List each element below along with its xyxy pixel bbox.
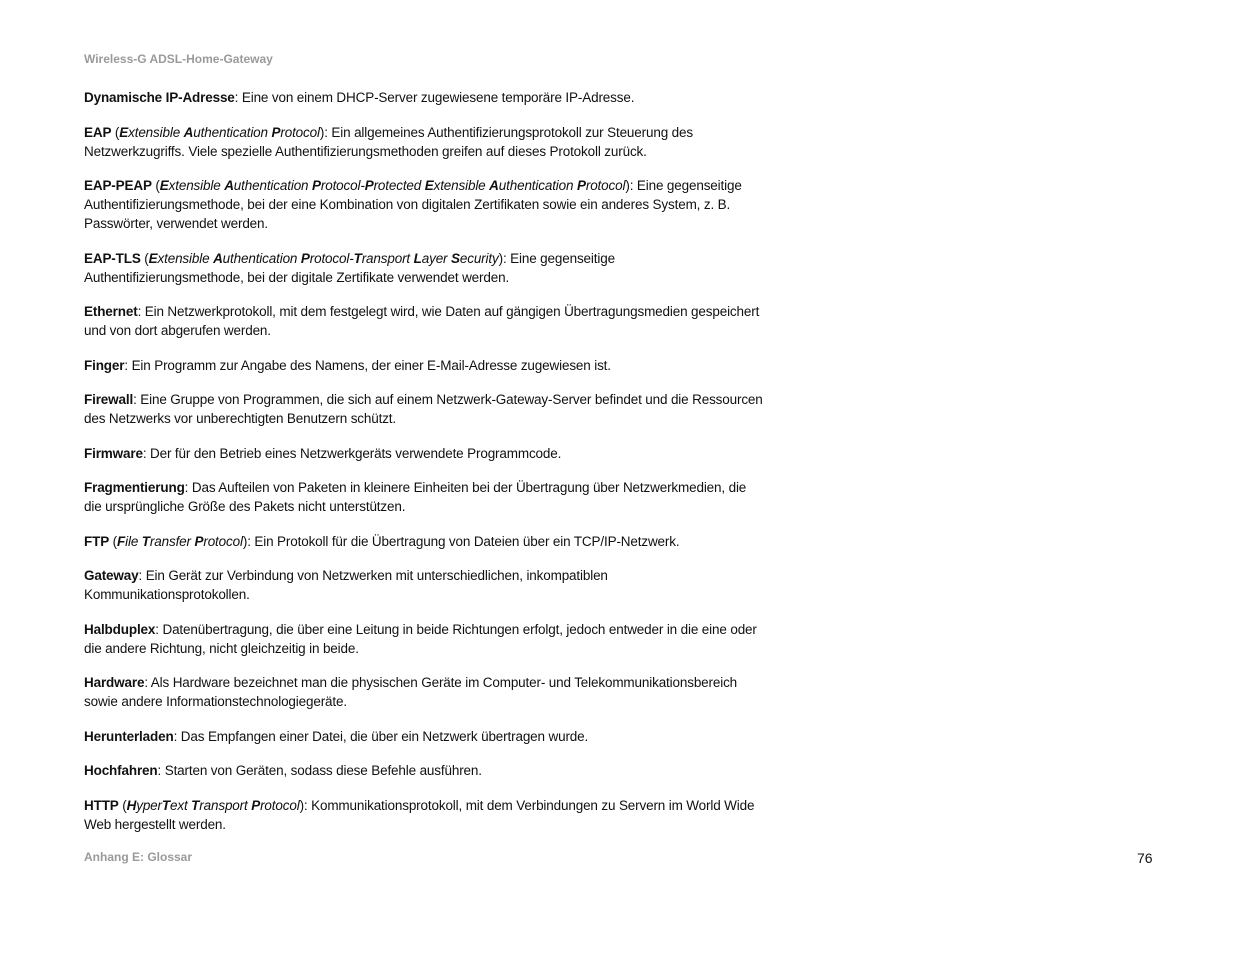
expansion-initial: E: [424, 178, 434, 193]
expansion-initial: F: [117, 533, 126, 549]
glossary-term: Dynamische IP-Adresse: [84, 90, 235, 105]
expansion-rest: uthentication: [193, 124, 272, 140]
glossary-term: EAP-PEAP: [84, 178, 152, 193]
glossary-term-expansion: [149, 251, 499, 266]
expansion-initial: L: [413, 250, 422, 266]
glossary-entry: FTP (File Transfer Protocol): Ein Protokoll für die Übertragung von Dateien über ein TCP/IP-Netzwerk.: [84, 533, 680, 549]
glossary-entry: Firmware: Der für den Betrieb eines Netzwerkgeräts verwendete Programmcode.: [84, 445, 562, 461]
expansion-rest: ile: [125, 533, 142, 549]
expansion-rest: ransport: [199, 797, 252, 813]
expansion-initial: E: [159, 178, 169, 193]
expansion-initial: P: [312, 178, 321, 193]
glossary-entry: Gateway: Ein Gerät zur Verbindung von Netzwerken mit unterschiedlichen, inkompatiblen Kommunikationsprotokollen.: [84, 568, 608, 602]
glossary-entry: Hardware: Als Hardware bezeichnet man die physischen Geräte im Computer- und Telekommunikationsbereich sowie andere Informationstechnologiegeräte.: [84, 675, 738, 709]
glossary-term: Firmware: [84, 445, 143, 461]
expansion-rest: rotocol: [203, 533, 243, 549]
glossary-definition: Eine Gruppe von Programmen, die sich auf einem Netzwerk-Gateway-Server befindet und die Ressourcen des Netzwerks vor unberechtigten Benutzern schützt.: [84, 392, 763, 426]
glossary-definition: Eine von einem DHCP-Server zugewiesene temporäre IP-Adresse.: [241, 90, 635, 105]
expansion-rest: rotected: [373, 178, 425, 193]
expansion-initial: A: [489, 178, 499, 193]
glossary-entry: Halbduplex: Datenübertragung, die über eine Leitung in beide Richtungen erfolgt, jedoch entweder in die eine oder die andere Richtung, nicht gleichzeitig in beide.: [84, 621, 757, 656]
expansion-rest: xtensible: [128, 124, 184, 140]
glossary-definition: Als Hardware bezeichnet man die physischen Geräte im Computer- und Telekommunikationsbereich sowie andere Informationstechnologiegeräte.: [84, 675, 738, 709]
expansion-initial: T: [141, 533, 150, 549]
glossary-term-expansion: [119, 125, 320, 140]
expansion-initial: P: [576, 178, 586, 193]
expansion-initial: P: [271, 124, 281, 140]
glossary-term: HTTP: [84, 797, 119, 813]
footer-section-label: Anhang E: Glossar: [84, 850, 193, 864]
glossary-definition: Das Empfangen einer Datei, die über ein Netzwerk übertragen wurde.: [180, 728, 589, 744]
glossary-entry: EAP-PEAP (Extensible Authentication Protocol-Protected Extensible Authentication Protocol): Eine gegenseitige Authentifizierungsmethode, bei der eine Kombination von digitalen Zertifikaten sowie ein anderes System, z. B. Passwörter, verwendet werden.: [84, 178, 742, 231]
glossary-term-expansion: [117, 534, 243, 549]
expansion-rest: uthentication: [222, 250, 301, 266]
expansion-rest: ecurity: [459, 250, 499, 266]
expansion-rest: ransport: [361, 250, 414, 266]
glossary-term: Hardware: [84, 675, 145, 690]
glossary-entry: EAP (Extensible Authentication Protocol): Ein allgemeines Authentifizierungsprotokoll zur Steuerung des Netzwerkzugriffs. Viele spezielle Authentifizierungsmethoden greifen auf dieses Protokoll zurück.: [84, 124, 693, 159]
glossary-definition: Ein Protokoll für die Übertragung von Dateien über ein TCP/IP-Netzwerk.: [254, 533, 680, 549]
expansion-rest: rotocol: [585, 178, 626, 193]
glossary-term: Herunterladen: [84, 728, 174, 744]
glossary-term: Firewall: [84, 392, 134, 407]
glossary-entry: Dynamische IP-Adresse: Eine von einem DHCP-Server zugewiesene temporäre IP-Adresse.: [84, 90, 635, 105]
expansion-rest: rotocol-: [309, 250, 354, 266]
expansion-initial: P: [300, 250, 310, 266]
glossary-definition: Eine gegenseitige Authentifizierungsmethode, bei der eine Kombination von digitalen Zertifikaten sowie ein anderes System, z. B. Passwörter, verwendet werden.: [84, 178, 742, 231]
glossary-definition: Der für den Betrieb eines Netzwerkgeräts verwendete Programmcode.: [150, 445, 562, 461]
expansion-rest: xtensible: [433, 178, 490, 193]
expansion-initial: H: [126, 797, 137, 813]
expansion-initial: S: [451, 250, 460, 266]
glossary-term: Fragmentierung: [84, 480, 185, 495]
expansion-initial: A: [224, 178, 234, 193]
glossary-definition: Ein Gerät zur Verbindung von Netzwerken mit unterschiedlichen, inkompatiblen Kommunikationsprotokollen.: [84, 568, 608, 602]
glossary-term: FTP: [84, 533, 110, 549]
page-number: 76: [1137, 850, 1153, 866]
glossary-entry: Herunterladen: Das Empfangen einer Datei, die über ein Netzwerk übertragen wurde.: [84, 728, 589, 744]
glossary-definition: Ein Netzwerkprotokoll, mit dem festgelegt wird, wie Daten auf gängigen Übertragungsmedien gespeichert und von dort abgerufen werden.: [84, 304, 760, 338]
glossary-term-expansion: [127, 798, 300, 813]
expansion-rest: ext: [170, 797, 192, 813]
glossary-term: Halbduplex: [84, 621, 156, 637]
expansion-rest: ransfer: [149, 533, 195, 549]
expansion-rest: yper: [136, 797, 162, 813]
glossary-entry: EAP-TLS (Extensible Authentication Protocol-Transport Layer Security): Eine gegenseitige Authentifizierungsmethode, bei der digitale Zertifikate verwendet werden.: [84, 250, 615, 285]
glossary-definition: Starten von Geräten, sodass diese Befehle ausführen.: [164, 763, 482, 778]
page-header-title: Wireless-G ADSL-Home-Gateway: [84, 52, 273, 66]
expansion-initial: P: [364, 178, 374, 193]
expansion-rest: rotocol: [280, 124, 320, 140]
glossary-definition: Ein allgemeines Authentifizierungsprotokoll zur Steuerung des Netzwerkzugriffs. Viele spezielle Authentifizierungsmethoden greifen auf dieses Protokoll zurück.: [84, 124, 693, 159]
expansion-initial: E: [119, 124, 129, 140]
glossary-entry: Firewall: Eine Gruppe von Programmen, die sich auf einem Netzwerk-Gateway-Server befindet und die Ressourcen des Netzwerks vor unberechtigten Benutzern schützt.: [84, 392, 763, 426]
expansion-rest: rotocol-: [320, 178, 365, 193]
glossary-entry: Ethernet: Ein Netzwerkprotokoll, mit dem festgelegt wird, wie Daten auf gängigen Übertragungsmedien gespeichert und von dort abgerufen werden.: [84, 304, 760, 338]
glossary-term: EAP: [84, 124, 112, 140]
glossary-definition: Eine gegenseitige Authentifizierungsmethode, bei der digitale Zertifikate verwendet werden.: [84, 250, 615, 285]
expansion-rest: rotocol: [260, 797, 300, 813]
expansion-rest: xtensible: [157, 250, 214, 266]
expansion-rest: uthentication: [498, 178, 577, 193]
glossary-entry: Hochfahren: Starten von Geräten, sodass diese Befehle ausführen.: [84, 763, 482, 778]
expansion-initial: T: [353, 250, 362, 266]
expansion-initial: E: [148, 250, 158, 266]
glossary-definition: Ein Programm zur Angabe des Namens, der einer E-Mail-Adresse zugewiesen ist.: [131, 357, 611, 373]
glossary-list: [84, 88, 764, 849]
glossary-entry: Finger: Ein Programm zur Angabe des Namens, der einer E-Mail-Adresse zugewiesen ist.: [84, 357, 611, 373]
expansion-initial: T: [191, 797, 200, 813]
glossary-term: Ethernet: [84, 304, 138, 319]
expansion-initial: P: [194, 533, 204, 549]
expansion-initial: A: [183, 124, 194, 140]
glossary-entry: HTTP (HyperText Transport Protocol): Kommunikationsprotokoll, mit dem Verbindungen zu Servern im World Wide Web hergestellt werden.: [84, 797, 755, 832]
expansion-rest: xtensible: [168, 178, 225, 193]
glossary-term: Hochfahren: [84, 763, 158, 778]
expansion-rest: ayer: [421, 250, 451, 266]
glossary-entry: Fragmentierung: Das Aufteilen von Paketen in kleinere Einheiten bei der Übertragung über Netzwerkmedien, die die ursprüngliche Größe des Pakets nicht unterstützen.: [84, 480, 747, 514]
expansion-initial: T: [161, 797, 170, 813]
glossary-definition: Das Aufteilen von Paketen in kleinere Einheiten bei der Übertragung über Netzwerkmedien, die die ursprüngliche Größe des Pakets nicht unterstützen.: [84, 480, 747, 514]
expansion-initial: P: [251, 797, 261, 813]
glossary-definition: Datenübertragung, die über eine Leitung in beide Richtungen erfolgt, jedoch entweder in die eine oder die andere Richtung, nicht gleichzeitig in beide.: [84, 621, 757, 656]
glossary-term: Finger: [84, 357, 125, 373]
glossary-term: Gateway: [84, 568, 139, 583]
expansion-rest: uthentication: [233, 178, 313, 193]
glossary-term-expansion: [160, 178, 626, 193]
glossary-definition: Kommunikationsprotokoll, mit dem Verbindungen zu Servern im World Wide Web hergestellt werden.: [84, 797, 755, 832]
glossary-term: EAP-TLS: [84, 250, 141, 266]
expansion-initial: A: [213, 250, 223, 266]
